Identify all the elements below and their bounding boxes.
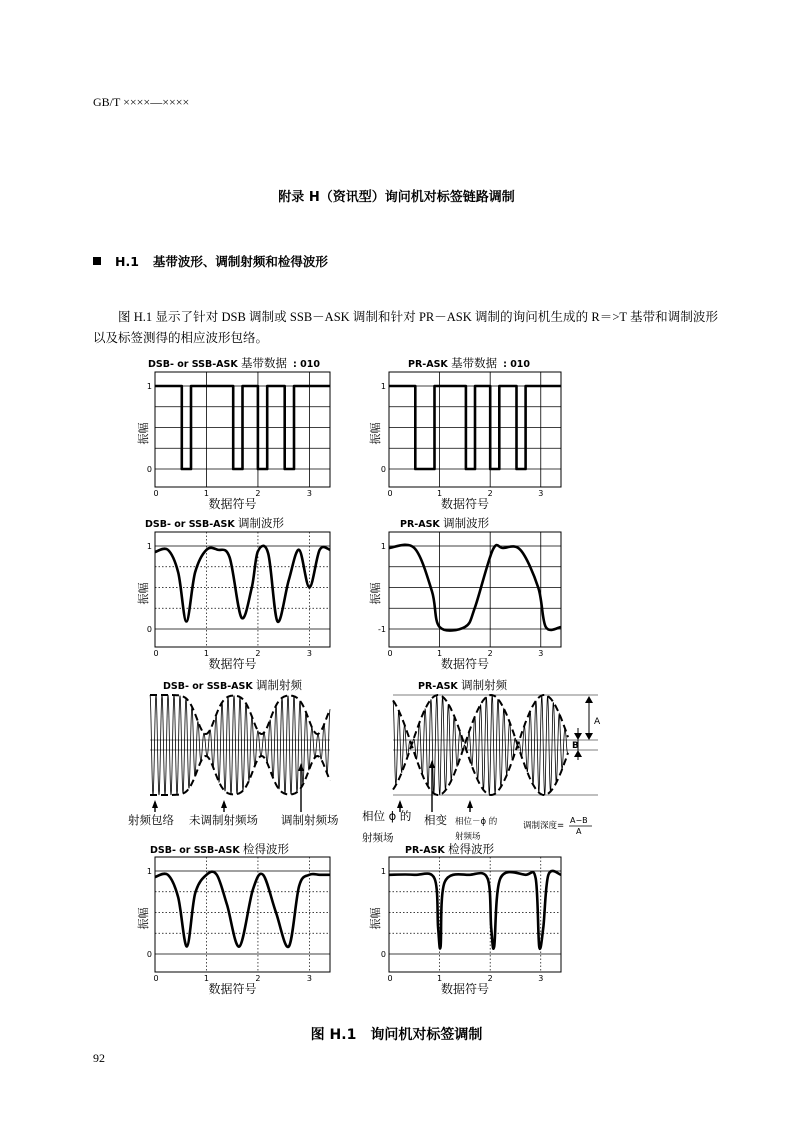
pr-baseband-xtick-label: 0 xyxy=(387,489,393,498)
rf-pointer-arrowhead xyxy=(467,800,473,808)
dsb-modulated-ytick-label: 0 xyxy=(146,625,152,634)
dsb-envelope-lower xyxy=(150,756,330,795)
dsb-detected-ytick-label: 0 xyxy=(146,950,152,959)
pr-modulated-xtick-label: 2 xyxy=(487,649,493,658)
pr-detected-ylabel: 振幅 xyxy=(369,907,382,930)
dsb-baseband-title-en: DSB- or SSB-ASK xyxy=(148,359,242,370)
dsb-modulated-xtick-label: 0 xyxy=(153,649,159,658)
label-phase-neg-phi-field: 射频场 xyxy=(455,832,481,842)
pr-detected-xtick-label: 3 xyxy=(538,974,544,983)
dsb-detected-title xyxy=(150,842,290,856)
pr-modulated-xtick-label: 1 xyxy=(437,649,443,658)
pr-baseband-xlabel: 数据符号 xyxy=(440,497,490,511)
dsb-carrier-wave xyxy=(150,695,330,795)
pr-modulated-xtick-label: 0 xyxy=(387,649,393,658)
rf-pointer-arrowhead xyxy=(152,800,158,808)
label-phase-phi: 相位 ϕ 的 xyxy=(362,809,412,823)
dsb-modulated-title xyxy=(145,516,285,530)
pr-detected-ytick-label: 1 xyxy=(380,867,386,876)
dsb-baseband-title-cn: 基带数据 xyxy=(241,356,288,370)
dsb-modulated-xtick-label: 3 xyxy=(306,649,312,658)
pr-rf xyxy=(393,678,568,795)
pr-modulated-ytick-label: 1 xyxy=(380,542,386,551)
label-modulation-depth: 调制深度= xyxy=(523,821,565,831)
dsb-baseband-title xyxy=(148,356,320,370)
dsb-rf xyxy=(150,678,330,795)
dsb-baseband-xlabel: 数据符号 xyxy=(208,497,257,511)
pr-baseband-title-suffix: : 010 xyxy=(503,359,531,370)
pr-detected-title-en: PR-ASK xyxy=(405,845,449,856)
label-depth-numerator: A−B xyxy=(570,816,588,825)
dsb-modulated-ylabel: 振幅 xyxy=(137,582,150,605)
pr-baseband-ylabel: 振幅 xyxy=(369,422,382,445)
rf-pointer-arrowhead xyxy=(429,760,435,768)
rf-pointer-arrowhead xyxy=(221,800,227,808)
dsb-modulated-title-cn: 调制波形 xyxy=(238,516,285,530)
dsb-modulated-chart xyxy=(136,516,330,671)
dsb-detected-xtick-label: 3 xyxy=(306,974,312,983)
pr-baseband-ytick-label: 0 xyxy=(380,465,386,474)
marker-b-label: B xyxy=(572,741,579,751)
rf-pointer-arrowhead xyxy=(397,800,403,808)
dsb-baseband-ytick-label: 1 xyxy=(146,382,152,391)
section-title: 基带波形、调制射频和检得波形 xyxy=(152,254,328,269)
dsb-detected-title-cn: 检得波形 xyxy=(243,842,290,856)
dsb-detected-chart xyxy=(136,842,330,996)
pr-detected-xlabel: 数据符号 xyxy=(440,982,490,996)
dsb-detected-xtick-label: 0 xyxy=(153,974,159,983)
pr-detected-ytick-label: 0 xyxy=(380,950,386,959)
pr-modulated-chart xyxy=(368,516,561,671)
label-depth-denominator: A xyxy=(576,827,582,836)
rf-pointer-arrowhead xyxy=(298,763,304,771)
section-number: H.1 xyxy=(115,254,139,269)
dsb-detected-ylabel: 振幅 xyxy=(137,907,150,930)
dsb-baseband-xtick-label: 1 xyxy=(203,489,210,498)
pr-baseband-xtick-label: 1 xyxy=(437,489,443,498)
label-unmodulated-field: 未调制射频场 xyxy=(189,813,258,827)
dsb-baseband-ylabel: 振幅 xyxy=(137,422,150,445)
pr-detected-xtick-label: 0 xyxy=(387,974,393,983)
pr-modulated-title-cn: 调制波形 xyxy=(443,516,490,530)
dsb-modulated-title-en: DSB- or SSB-ASK xyxy=(145,519,239,530)
pr-modulated-title-en: PR-ASK xyxy=(400,519,444,530)
marker-a-label: A xyxy=(594,717,601,727)
pr-detected-xtick-label: 2 xyxy=(487,974,493,983)
pr-detected-xtick-label: 1 xyxy=(437,974,443,983)
pr-baseband-ytick-label: 1 xyxy=(380,382,386,391)
pr-title xyxy=(418,678,508,692)
dsb-baseband-xtick-label: 0 xyxy=(153,489,159,498)
pr-detected-series-line xyxy=(389,871,561,949)
pr-modulated-title xyxy=(400,516,490,530)
dsb-baseband-xtick-label: 3 xyxy=(306,489,312,498)
pr-baseband-title-en: PR-ASK xyxy=(408,359,452,370)
pr-title-en: PR-ASK xyxy=(418,681,462,692)
dsb-baseband-title-suffix: : 010 xyxy=(293,359,320,370)
body-paragraph: 图 H.1 显示了针对 DSB 调制或 SSB－ASK 调制和针对 PR－ASK 调制的询问机生成的 R＝>T 基带和调制波形以及标签测得的相应波形包络。 xyxy=(93,310,718,345)
label-phase-phi-field: 射频场 xyxy=(362,832,394,844)
document-header-code: GB/T ××××—×××× xyxy=(93,95,190,109)
dsb-baseband-chart xyxy=(136,356,330,511)
dsb-baseband-xtick-label: 2 xyxy=(255,489,261,498)
pr-detected-title xyxy=(405,842,495,856)
pr-carrier-wave xyxy=(393,695,568,795)
pr-detected-title-cn: 检得波形 xyxy=(448,842,495,856)
pr-modulated-xtick-label: 3 xyxy=(538,649,544,658)
dsb-modulated-xtick-label: 1 xyxy=(203,649,210,658)
dsb-detected-xlabel: 数据符号 xyxy=(208,982,257,996)
dsb-detected-title-en: DSB- or SSB-ASK xyxy=(150,845,244,856)
dsb-title-en: DSB- or SSB-ASK xyxy=(163,681,257,692)
pr-modulated-ytick-label: -1 xyxy=(378,625,386,634)
figure-caption: 图 H.1 询问机对标签调制 xyxy=(310,1027,483,1043)
dsb-modulated-xlabel: 数据符号 xyxy=(208,657,257,671)
label-phase-neg-phi: 相位－ϕ 的 xyxy=(455,817,498,827)
pr-envelope-lower xyxy=(393,746,568,796)
page-number: 92 xyxy=(93,1051,105,1065)
appendix-title: 附录 H（资讯型）询问机对标签链路调制 xyxy=(278,190,515,205)
dsb-title-cn: 调制射频 xyxy=(256,678,303,692)
dsb-modulated-series-line xyxy=(155,546,330,622)
pr-baseband-title-cn: 基带数据 xyxy=(451,356,498,370)
pr-baseband-chart xyxy=(368,356,561,511)
dsb-detected-xtick-label: 2 xyxy=(255,974,261,983)
pr-envelope-upper xyxy=(393,695,568,745)
dsb-modulated-xtick-label: 2 xyxy=(255,649,261,658)
pr-baseband-xtick-label: 3 xyxy=(538,489,544,498)
pr-baseband-title xyxy=(408,356,530,370)
label-modulated-field: 调制射频场 xyxy=(281,813,339,827)
pr-modulated-ylabel: 振幅 xyxy=(369,582,382,605)
dsb-baseband-ytick-label: 0 xyxy=(146,465,152,474)
dsb-detected-ytick-label: 1 xyxy=(146,867,152,876)
pr-title-cn: 调制射频 xyxy=(461,678,508,692)
dsb-detected-series-line xyxy=(155,872,330,947)
label-rf-envelope: 射频包络 xyxy=(128,813,174,827)
pr-baseband-xtick-label: 2 xyxy=(487,489,493,498)
dsb-title xyxy=(163,678,303,692)
pr-detected-chart xyxy=(368,842,561,996)
label-phase-change: 相变 xyxy=(424,813,447,827)
pr-modulated-xlabel: 数据符号 xyxy=(440,657,490,671)
dsb-detected-xtick-label: 1 xyxy=(203,974,210,983)
dsb-modulated-ytick-label: 1 xyxy=(146,542,152,551)
